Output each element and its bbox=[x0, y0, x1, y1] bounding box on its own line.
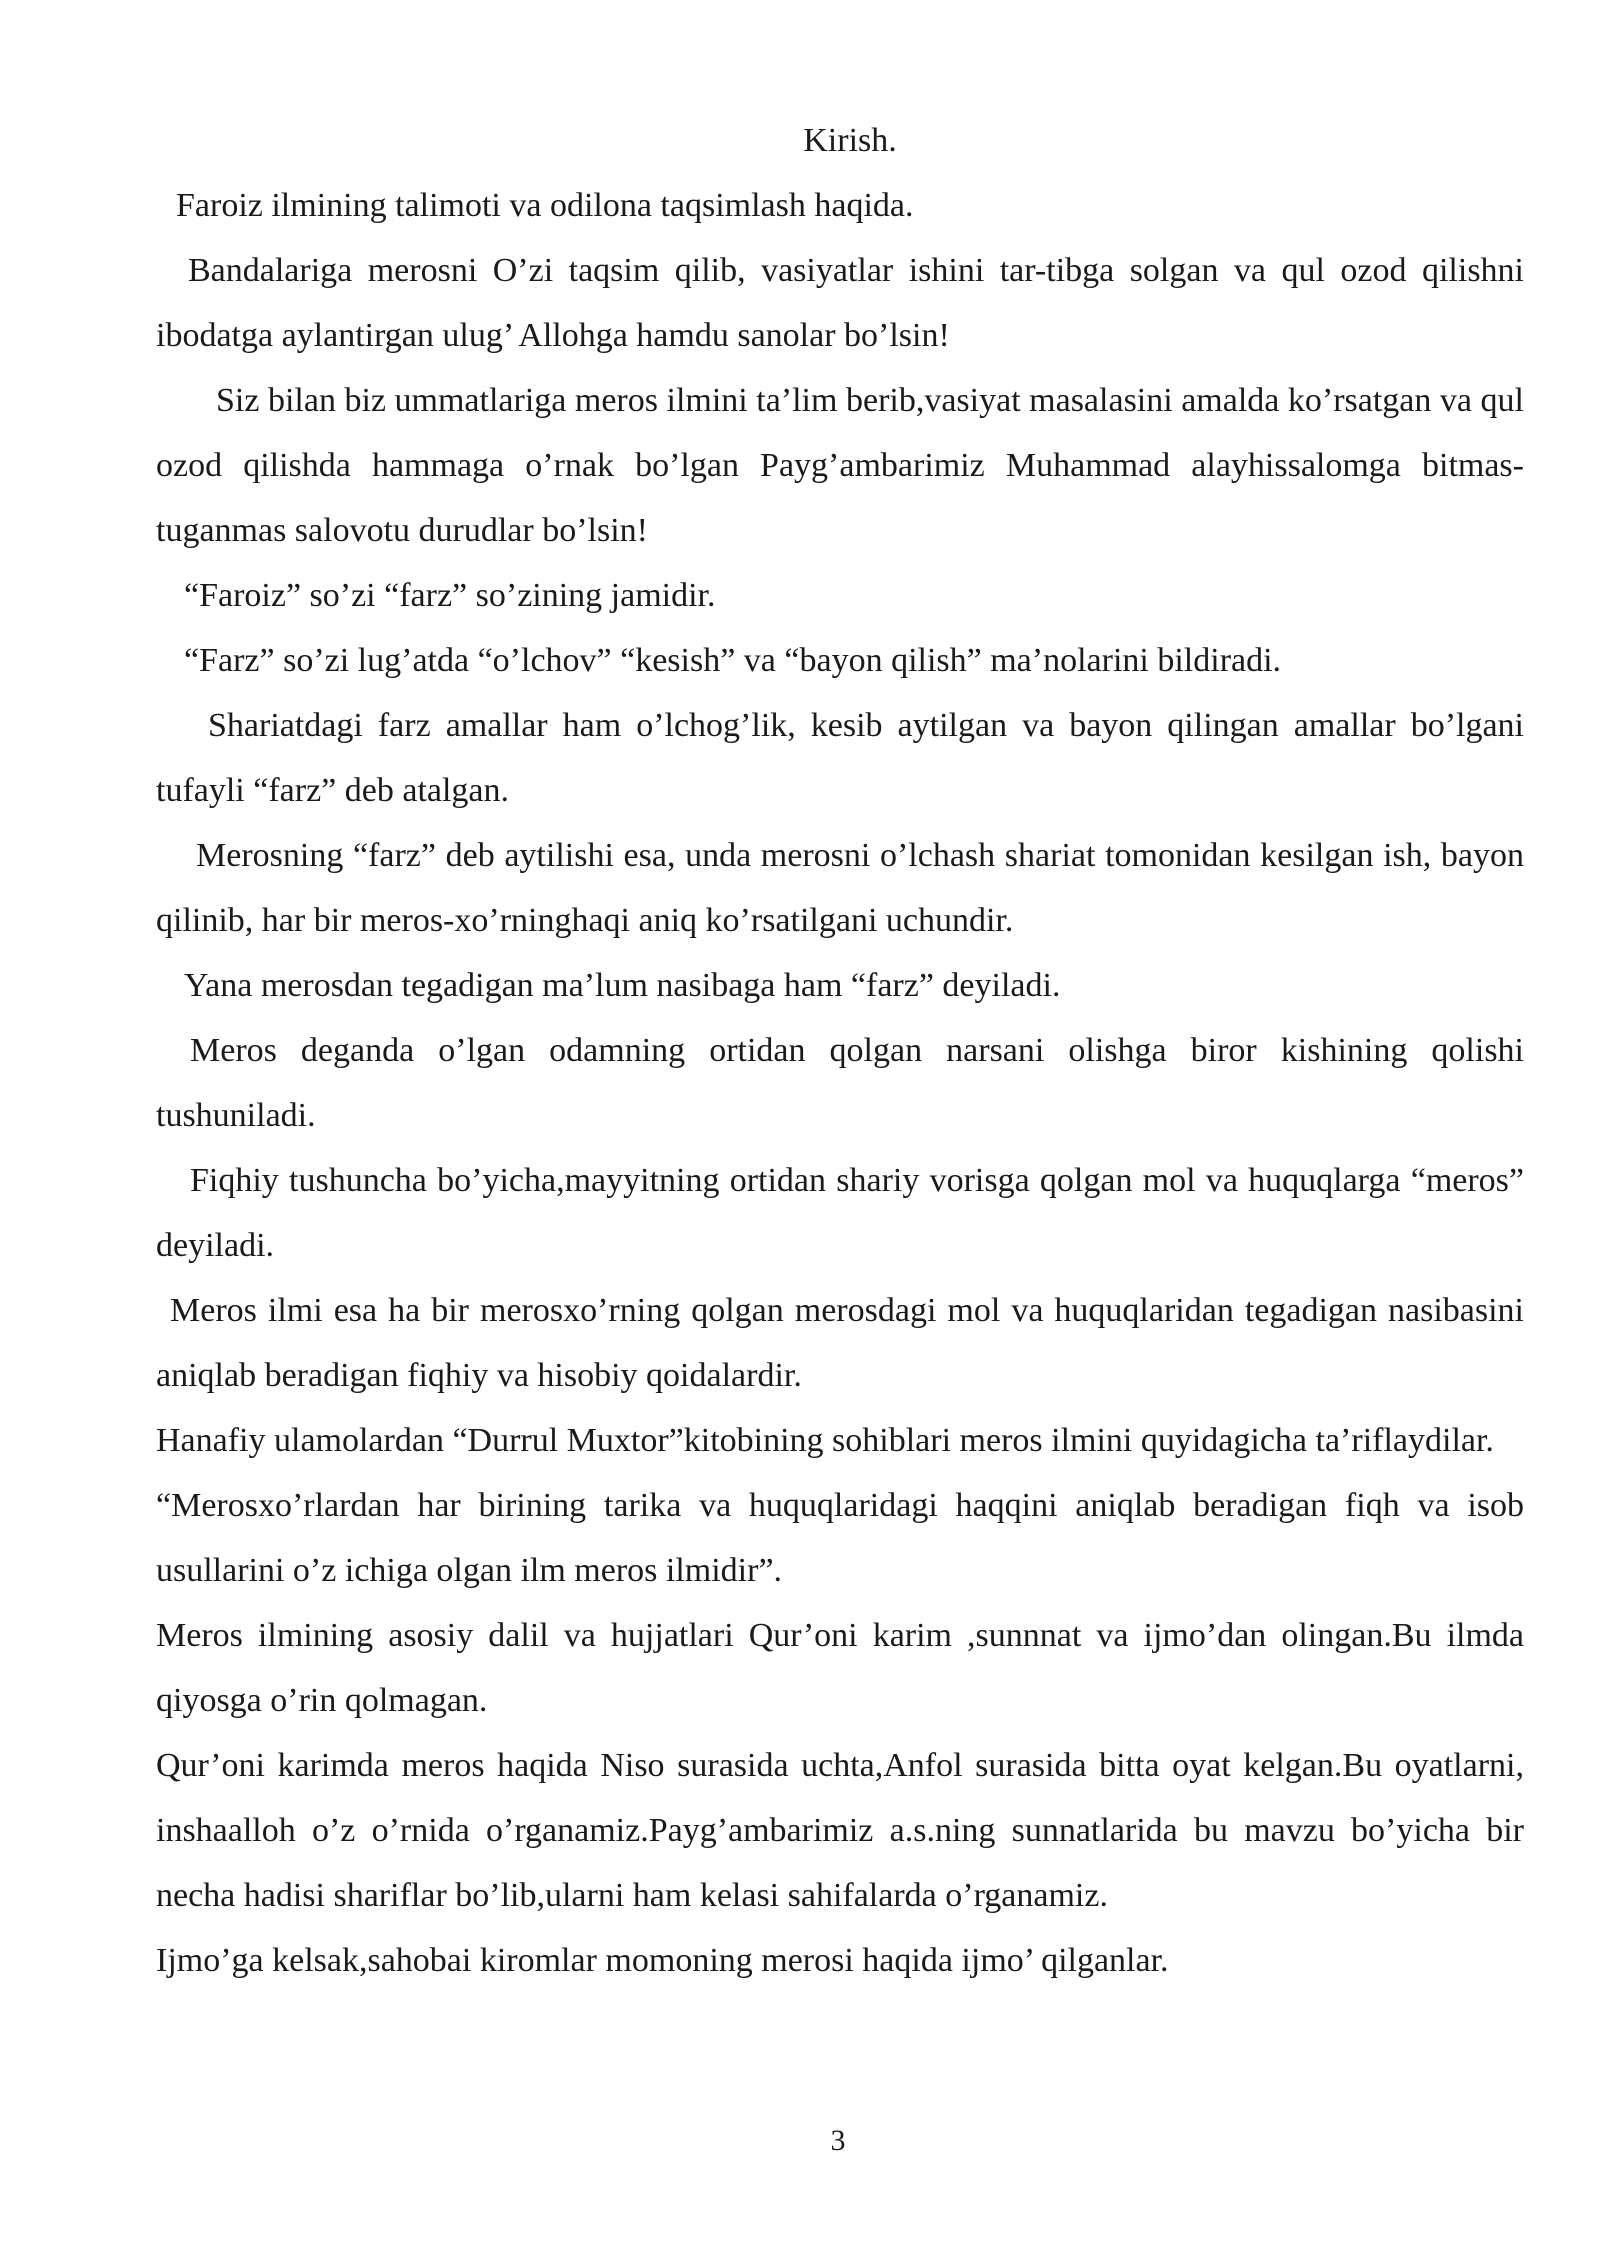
paragraph-11: Meros ilmi esa ha bir merosxo’rning qolgan merosdagi mol va huquqlaridan tegadigan nasibasini aniqlab beradigan fiqhiy va hisobiy qoidalardir. bbox=[156, 1292, 1524, 1394]
paragraph-13: “Merosxo’rlardan har birining tarika va huquqlaridagi haqqini aniqlab beradigan fiqh va isob usullarini o’z ichiga olgan ilm meros ilmidir”. bbox=[156, 1487, 1524, 1589]
page-number: 3 bbox=[830, 2124, 846, 2157]
paragraph-6: Shariatdagi farz amallar ham o’lchog’lik, kesib aytilgan va bayon qilingan amallar bo’lgani tufayli “farz” deb atalgan. bbox=[156, 707, 1524, 809]
paragraph-2: Bandalariga merosni O’zi taqsim qilib, vasiyatlar ishini tar-tibga solgan va qul ozod qilishni ibodatga aylantirgan ulug’ Allohga hamdu sanolar bo’lsin! bbox=[156, 252, 1524, 354]
paragraph-9: Meros deganda o’lgan odamning ortidan qolgan narsani olishga biror kishining qolishi tushuniladi. bbox=[156, 1032, 1524, 1134]
paragraph-3: Siz bilan biz ummatlariga meros ilmini ta’lim berib,vasiyat masalasini amalda ko’rsatgan va qul ozod qilishda hammaga o’rnak bo’lgan Payg’ambarimiz Muhammad alayhissalomga bitmas-tuganmas salovotu durudlar bo’lsin! bbox=[156, 382, 1524, 549]
paragraph-7: Merosning “farz” deb aytilishi esa, unda merosni o’lchash shariat tomonidan kesilgan ish, bayon qilinib, har bir meros-xo’rninghaqi aniq ko’rsatilgani uchundir. bbox=[156, 837, 1524, 939]
paragraph-12: Hanafiy ulamolardan “Durrul Muxtor”kitobining sohiblari meros ilmini quyidagicha ta’riflaydilar. bbox=[156, 1422, 1494, 1459]
paragraph-4: “Faroiz” so’zi “farz” so’zining jamidir. bbox=[184, 577, 716, 614]
paragraph-15: Qur’oni karimda meros haqida Niso surasida uchta,Anfol surasida bitta oyat kelgan.Bu oyatlarni, inshaalloh o’z o’rnida o’rganamiz.Payg’ambarimiz a.s.ning sunnatlarida bu mavzu bo’yicha bir necha hadisi shariflar bo’lib,ularni ham kelasi sahifalarda o’rganamiz. bbox=[156, 1747, 1524, 1914]
paragraph-8: Yana merosdan tegadigan ma’lum nasibaga ham “farz” deyiladi. bbox=[184, 967, 1061, 1004]
paragraph-16: Ijmo’ga kelsak,sahobai kiromlar momoning merosi haqida ijmo’ qilganlar. bbox=[156, 1942, 1169, 1979]
paragraph-5: “Farz” so’zi lug’atda “o’lchov” “kesish” va “bayon qilish” ma’nolarini bildiradi. bbox=[184, 642, 1282, 679]
document-title: Kirish. bbox=[803, 122, 897, 159]
paragraph-14: Meros ilmining asosiy dalil va hujjatlari Qur’oni karim ,sunnnat va ijmo’dan olingan.Bu ilmda qiyosga o’rin qolmagan. bbox=[156, 1617, 1524, 1719]
paragraph-10: Fiqhiy tushuncha bo’yicha,mayyitning ortidan shariy vorisga qolgan mol va huquqlarga “meros” deyiladi. bbox=[156, 1162, 1524, 1264]
document-body bbox=[156, 108, 1524, 1993]
paragraph-1: Faroiz ilmining talimoti va odilona taqsimlash haqida. bbox=[176, 187, 914, 224]
